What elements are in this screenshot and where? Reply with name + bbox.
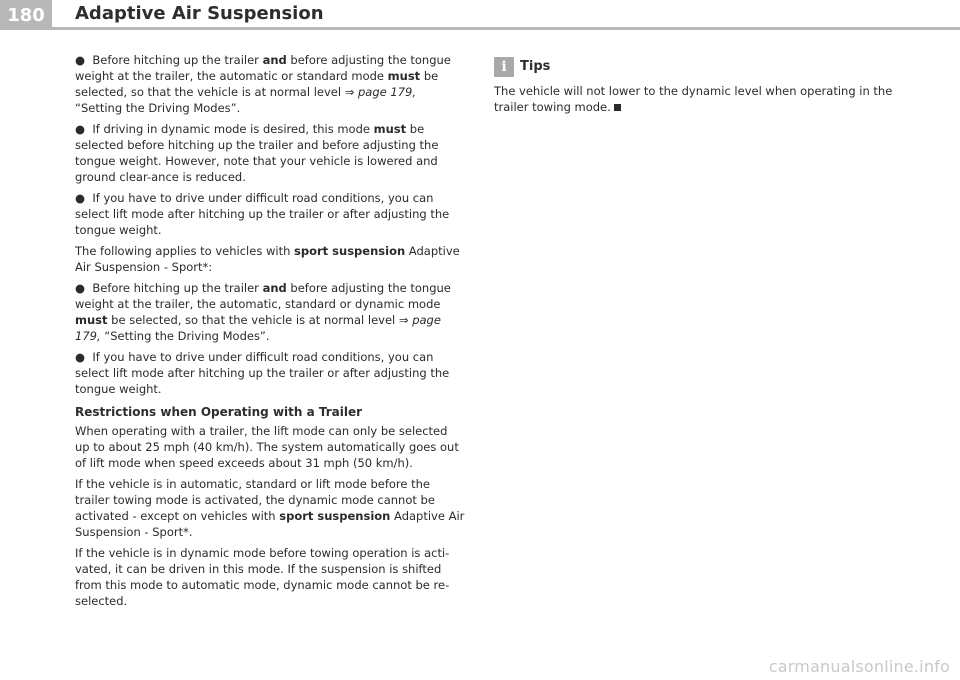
bullet-dot: ● [75, 350, 86, 364]
paragraph [75, 243, 465, 275]
text: “Setting the Driving Modes”. [100, 329, 270, 343]
tips-box [494, 57, 894, 120]
header-rule [0, 27, 960, 30]
page-reference-link[interactable]: ⇒ page 179, [75, 313, 441, 343]
text: If driving in dynamic mode is desired, this mode [92, 122, 374, 136]
text: Before hitching up the trailer [92, 281, 263, 295]
bullet-dot: ● [75, 122, 86, 136]
tips-text [494, 83, 894, 115]
bullet-item [75, 190, 465, 238]
text: be selected, so that the vehicle is at normal level [75, 69, 439, 99]
text: The vehicle will not lower to the dynamic level when operating in the trailer towing mode. [494, 84, 893, 114]
emphasis: sport suspension [279, 509, 391, 523]
section-heading: Restrictions when Operating with a Trailer [75, 405, 363, 419]
watermark: carmanualsonline.info [768, 657, 950, 676]
tips-title: Tips [520, 59, 551, 74]
text: If you have to drive under difficult road conditions, you can select lift mode after hitching up the trailer or after adjusting the tongue weight. [75, 350, 450, 396]
text: be selected, so that the vehicle is at normal level [107, 313, 399, 327]
bullet-item [75, 349, 465, 397]
bullet-item [75, 121, 465, 185]
text: before adjusting the tongue weight at the trailer, the automatic or standard mode [75, 53, 451, 83]
page-title: Adaptive Air Suspension [75, 3, 324, 24]
text: Before hitching up the trailer [92, 53, 263, 67]
page-reference-link[interactable]: ⇒ page 179, [344, 85, 416, 99]
bullet-item [75, 280, 465, 344]
text: “Setting the Driving Modes”. [75, 101, 241, 115]
text: Adaptive Air Suspension - Sport*. [75, 509, 465, 539]
emphasis: sport suspension [294, 244, 406, 258]
text: If you have to drive under difficult road conditions, you can select lift mode after hitching up the trailer or after adjusting the tongue weight. [75, 191, 450, 237]
end-of-section-icon [614, 104, 621, 111]
emphasis: must [387, 69, 421, 83]
paragraph: If the vehicle is in dynamic mode before towing operation is acti-vated, it can be driven in this mode. If the suspension is shifted from this mode to automatic mode, dynamic mode cannot be re-selected. [75, 546, 450, 608]
bullet-dot: ● [75, 53, 86, 67]
page-number: 180 [0, 0, 52, 30]
left-column [75, 52, 465, 614]
bullet-item [75, 52, 465, 116]
emphasis: must [75, 313, 108, 327]
emphasis: must [373, 122, 407, 136]
emphasis: and [262, 53, 287, 67]
paragraph [75, 476, 465, 540]
info-icon: i [494, 57, 514, 77]
text: The following applies to vehicles with [75, 244, 295, 258]
emphasis: and [262, 281, 287, 295]
tips-header [494, 57, 894, 77]
paragraph: When operating with a trailer, the lift mode can only be selected up to about 25 mph (40 km/h). The system automatically goes out of lift mode when speed exceeds about 31 mph (50 km/h). [75, 424, 459, 470]
text: Adaptive Air Suspension - Sport*: [75, 244, 460, 274]
bullet-dot: ● [75, 281, 86, 295]
bullet-dot: ● [75, 191, 86, 205]
text: be selected before hitching up the trailer and before adjusting the tongue weight. However, note that your vehicle is lowered and ground clear-ance is reduced. [75, 122, 439, 184]
text: If the vehicle is in automatic, standard or lift mode before the trailer towing mode is activated, the dynamic mode cannot be activated - except on vehicles with [75, 477, 435, 523]
text: before adjusting the tongue weight at the trailer, the automatic, standard or dynamic mode [75, 281, 451, 311]
